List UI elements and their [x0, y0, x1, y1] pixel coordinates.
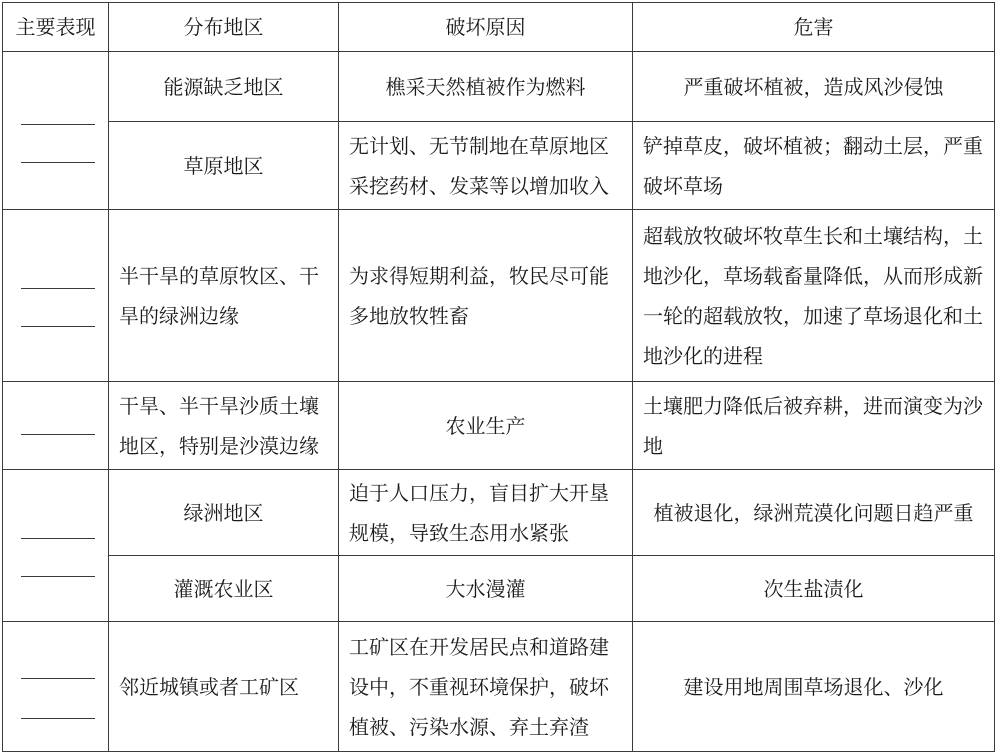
cause-cell: 迫于人口压力，盲目扩大开垦规模，导致生态用水紧张 [339, 470, 633, 556]
answer-blank-line [21, 718, 95, 719]
harm-cell: 超载放牧破坏牧草生长和土壤结构，土地沙化，草场载畜量降低，从而形成新一轮的超载放牧，加速了草场退化和土地沙化的进程 [633, 210, 995, 382]
header-distribution-area: 分布地区 [109, 3, 339, 52]
answer-blank-line [21, 576, 95, 577]
cause-cell: 工矿区在开发居民点和道路建设中，不重视环境保护，破坏植被、污染水源、弃土弃渣 [339, 622, 633, 752]
harm-cell: 铲掉草皮，破坏植被；翻动土层，严重破坏草场 [633, 122, 995, 210]
header-damage-cause: 破坏原因 [339, 3, 633, 52]
table-row [3, 52, 995, 122]
answer-blank-cell [3, 382, 109, 470]
cause-cell: 无计划、无节制地在草原地区采挖药材、发菜等以增加收入 [339, 122, 633, 210]
cause-cell: 农业生产 [339, 382, 633, 470]
harm-cell: 建设用地周围草场退化、沙化 [633, 622, 995, 752]
answer-blank-line [21, 538, 95, 539]
answer-blank-cell [3, 622, 109, 752]
harm-cell: 次生盐渍化 [633, 556, 995, 622]
harm-cell: 土壤肥力降低后被弃耕，进而演变为沙地 [633, 382, 995, 470]
answer-blank-line [21, 124, 95, 125]
cause-cell: 为求得短期利益，牧民尽可能多地放牧牲畜 [339, 210, 633, 382]
answer-blank-line [21, 288, 95, 289]
table-row [3, 556, 995, 622]
answer-blank-line [21, 434, 95, 435]
table-row [3, 122, 995, 210]
harm-cell: 植被退化，绿洲荒漠化问题日趋严重 [633, 470, 995, 556]
region-cell: 干旱、半干旱沙质土壤地区，特别是沙漠边缘 [109, 382, 339, 470]
region-cell: 半干旱的草原牧区、干旱的绿洲边缘 [109, 210, 339, 382]
table-row [3, 470, 995, 556]
region-cell: 草原地区 [109, 122, 339, 210]
cause-cell: 大水漫灌 [339, 556, 633, 622]
region-cell: 能源缺乏地区 [109, 52, 339, 122]
cause-cell: 樵采天然植被作为燃料 [339, 52, 633, 122]
table-row [3, 210, 995, 382]
answer-blank-cell [3, 52, 109, 210]
region-cell: 灌溉农业区 [109, 556, 339, 622]
header-row [3, 3, 995, 52]
header-main-manifestation: 主要表现 [3, 3, 109, 52]
answer-blank-line [21, 678, 95, 679]
header-harm: 危害 [633, 3, 995, 52]
region-cell: 绿洲地区 [109, 470, 339, 556]
answer-blank-cell [3, 210, 109, 382]
answer-blank-cell [3, 470, 109, 622]
region-cell: 邻近城镇或者工矿区 [109, 622, 339, 752]
table-row [3, 382, 995, 470]
table-row [3, 622, 995, 752]
harm-cell: 严重破坏植被，造成风沙侵蚀 [633, 52, 995, 122]
answer-blank-line [21, 326, 95, 327]
answer-blank-line [21, 162, 95, 163]
desertification-table [2, 2, 995, 752]
